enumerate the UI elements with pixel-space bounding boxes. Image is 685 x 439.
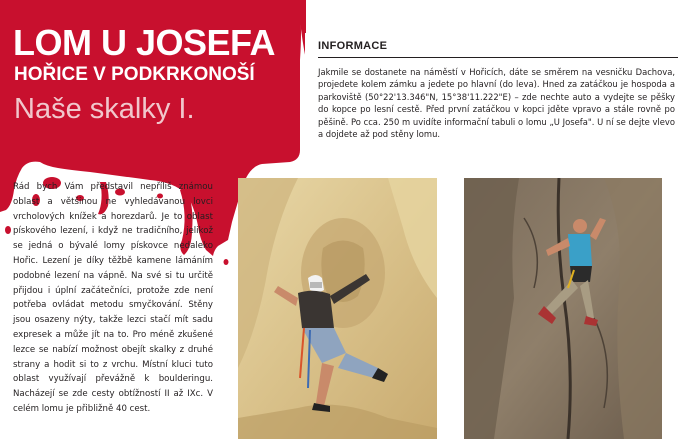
- series-tagline: Naše skalky I.: [14, 93, 195, 125]
- info-text: Jakmile se dostanete na náměstí v Hořicích, dáte se směrem na vesničku Dachova, projedete kolem zámku a jedete po hlavní (do leva). Hned za zatáčkou je hospoda a parkoviště (50°22'13.346"N, 15°38'11.222"E) – zde nechte auto a vydejte se pěšky do kopce po lesní cestě. Před první zatáčkou v kopci jděte vpravo a stále rovně po pěšině. Po cca. 250 m uvidíte informační tabuli o lomu „U Josefa". U ní se dejte vlevo a dojdete až pod stěny lomu.: [318, 67, 675, 140]
- photo-climber-crack: [464, 178, 662, 439]
- info-box: [305, 33, 680, 163]
- article-text: Rád bych Vám představil nepříliš známou oblast a většinou ne vyhledávanou lovci vrcholových knížek a horezdarů. Je to oblast pískového lezení, i když ne tradičního, jelikož se jedná o bývalé lomy pískovce nedaleko Hořic. Lezení je díky těžbě kamene lámáním podobné lezení na vápně. Na své si tu určitě přijdou i úplní začátečníci, protože zde není potřeba ovládat metodu smyčkování. Stěny jsou osazeny nýty, takže lezci stačí mít sadu expresek a může jít na to. Pro méně zkušené lezce se nabízí možnost obejít skalky z druhé strany a hodit si to z vrchu. Místní kluci tuto oblast využívají převážně k boulderingu. Nacházejí se zde cesty obtížností II až IXc. V celém lomu je přibližně 40 cest.: [13, 182, 213, 414]
- info-divider: [318, 57, 678, 58]
- page-subtitle: HOŘICE V PODKRKONOŠÍ: [14, 64, 255, 85]
- photo-climber-relief: [238, 178, 437, 439]
- page-title: LOM U JOSEFA: [13, 22, 276, 63]
- info-heading: INFORMACE: [318, 40, 388, 52]
